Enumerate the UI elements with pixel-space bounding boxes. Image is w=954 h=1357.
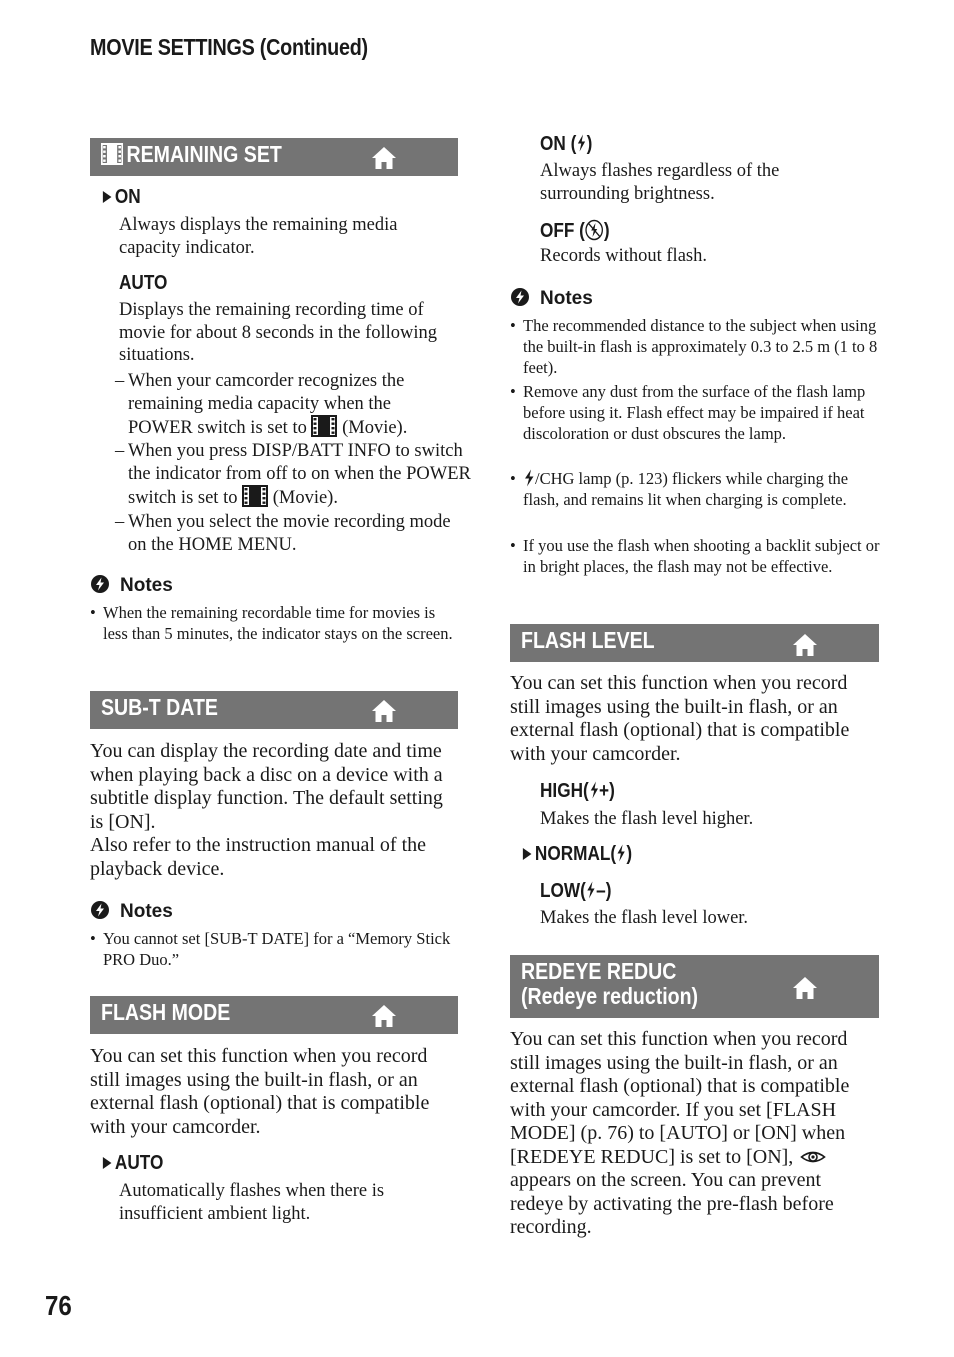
sub-t-date-title: SUB-T DATE: [101, 694, 218, 720]
option-auto-desc: Automatically flashes when there is insufficient ambient light.: [119, 1181, 385, 1224]
option-label: ): [586, 133, 593, 155]
notes-heading: [90, 900, 173, 923]
note-item: [510, 469, 879, 511]
option-label: OFF (: [540, 220, 585, 242]
notes-icon: [510, 287, 530, 307]
option-high-desc: Makes the flash level higher.: [540, 809, 754, 829]
section-flash-mode-bar: [90, 996, 458, 1034]
option-label: ): [603, 220, 610, 242]
option-label: –): [596, 880, 612, 902]
option-label: ON: [114, 186, 141, 208]
redeye-reduc-title: [521, 959, 698, 1009]
flash-icon: [586, 881, 596, 899]
notes-label: Notes: [540, 288, 593, 309]
note-item: • Remove any dust from the surface of the flash lamp before using it. Flash effect may be impaired if heat discoloration or dust obscures the lamp.: [510, 382, 879, 444]
section-title: [101, 142, 282, 167]
list-item: [115, 370, 458, 440]
section-flash-level-bar: [510, 624, 879, 662]
option-on-desc: Always flashes regardless of the surrounding brightness.: [540, 161, 780, 204]
notes-heading: [510, 287, 593, 310]
option-auto: AUTO: [119, 272, 168, 294]
flash-off-icon: [585, 219, 604, 241]
home-icon[interactable]: [791, 632, 819, 658]
note-text: /CHG lamp (p. 123) flickers while charging the flash, and remains lit when charging is complete.: [523, 469, 849, 509]
section-sub-t-date-bar: [90, 691, 458, 729]
remaining-set-title: REMAINING SET: [126, 141, 282, 167]
notes-icon: [90, 574, 110, 594]
option-label: NORMAL(: [534, 843, 617, 865]
list-item-text: When you select the movie recording mode on the HOME MENU.: [128, 512, 451, 555]
option-auto-desc: Displays the remaining recording time of movie for about 8 seconds in the following situations.: [119, 300, 438, 365]
option-high: [540, 780, 615, 802]
flash-icon: [576, 134, 586, 152]
note-item: • When the remaining recordable time for movies is less than 5 minutes, the indicator stays on the screen.: [90, 603, 458, 645]
option-label: +): [599, 780, 615, 802]
film-icon: [242, 485, 268, 507]
option-on: [540, 133, 592, 155]
section-title-line: (Redeye reduction): [521, 983, 699, 1009]
home-icon[interactable]: [791, 975, 819, 1001]
triangle-right-icon: [102, 190, 112, 204]
redeye-icon: [800, 1149, 826, 1165]
option-label: ): [626, 843, 633, 865]
triangle-right-icon: [102, 1156, 112, 1170]
option-off: [540, 219, 610, 242]
film-icon: [311, 415, 337, 437]
option-auto: [102, 1152, 163, 1174]
note-item: • The recommended distance to the subject when using the built-in flash is approximately 0.3 to 2.5 m (1 to 8 feet).: [510, 316, 883, 378]
note-item: • If you use the flash when shooting a backlit subject or in bright places, the flash may not be effective.: [510, 536, 883, 578]
option-normal: [522, 843, 632, 865]
list-item-text: (Movie).: [342, 418, 408, 438]
triangle-right-icon: [522, 847, 532, 861]
notes-label: Notes: [120, 901, 173, 922]
home-icon[interactable]: [370, 145, 398, 171]
redeye-reduc-body: [510, 1028, 874, 1240]
section-title-line: REDEYE REDUC: [521, 958, 677, 984]
flash-mode-body: You can set this function when you record still images using the built-in flash, or an external flash (optional) that is compatible with your camcorder.: [90, 1045, 430, 1138]
notes-label: Notes: [120, 575, 173, 596]
flash-level-title: FLASH LEVEL: [521, 627, 655, 653]
notes-heading: [90, 574, 173, 597]
flash-level-body: You can set this function when you record still images using the built-in flash, or an external flash (optional) that is compatible with your camcorder.: [510, 672, 850, 765]
list-item-text: (Movie).: [272, 488, 338, 508]
option-label: HIGH(: [540, 780, 589, 802]
section-redeye-reduc-bar: [510, 955, 879, 1018]
home-icon[interactable]: [370, 698, 398, 724]
notes-icon: [90, 900, 110, 920]
sub-t-date-body-2: Also refer to the instruction manual of the playback device.: [90, 834, 427, 880]
home-icon[interactable]: [370, 1003, 398, 1029]
flash-mode-title: FLASH MODE: [101, 999, 231, 1025]
option-off-desc: Records without flash.: [540, 246, 707, 266]
option-label: AUTO: [114, 1152, 164, 1174]
option-low-desc: Makes the flash level lower.: [540, 908, 749, 928]
list-item-text: When your camcorder recognizes the remaining media capacity when the POWER switch is set to: [128, 371, 405, 438]
body-text: appears on the screen. You can prevent redeye by activating the pre-flash before recording.: [510, 1169, 834, 1238]
flash-icon: [589, 781, 599, 799]
body-text: You can set this function when you record still images using the built-in flash, or an external flash (optional) that is compatible with your camcorder. If you set [FLASH MODE] (p. 76) to [AUTO] or [ON] when [REDEYE REDUC] is set to [ON],: [510, 1028, 850, 1168]
option-label: ON (: [540, 133, 577, 155]
page-header: MOVIE SETTINGS (Continued): [90, 34, 368, 60]
list-item-text: When you press DISP/BATT INFO to switch the indicator from off to on when the POWER switch is set to: [128, 441, 471, 508]
section-remaining-set-bar: [90, 138, 458, 176]
page-number: 76: [45, 1290, 72, 1321]
film-icon: [101, 143, 123, 165]
option-on-desc: Always displays the remaining media capacity indicator.: [119, 215, 398, 258]
sub-t-date-body: You can display the recording date and time when playing back a disc on a device with a subtitle display function. The default setting is [ON].: [90, 740, 443, 833]
option-label: LOW(: [540, 880, 586, 902]
flash-icon: [523, 469, 535, 487]
option-low: [540, 880, 611, 902]
flash-icon: [616, 844, 626, 862]
option-on: [102, 186, 141, 208]
list-item: [115, 511, 453, 556]
list-item: [115, 440, 473, 510]
note-item: • You cannot set [SUB-T DATE] for a “Memory Stick PRO Duo.”: [90, 929, 465, 971]
